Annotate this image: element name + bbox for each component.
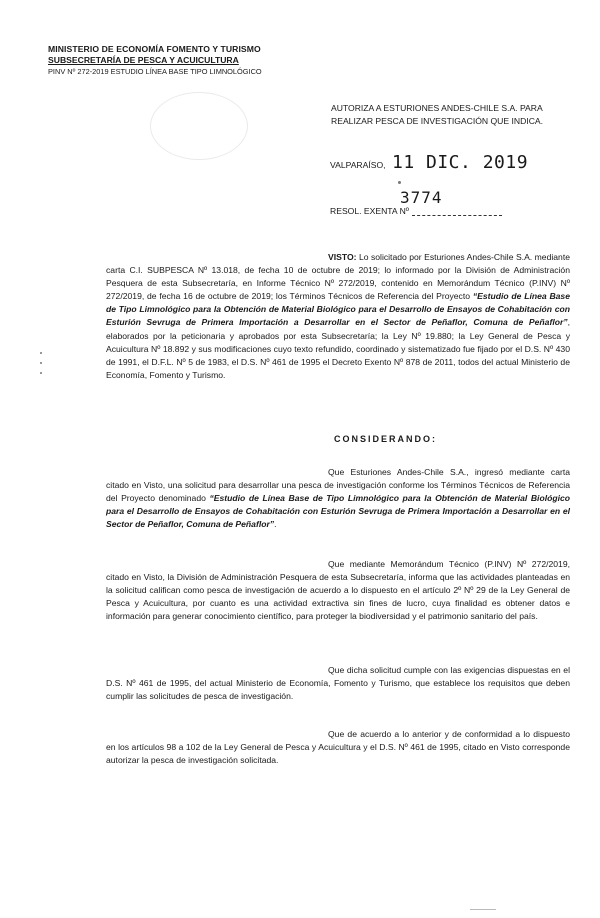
resolution-underline xyxy=(412,215,502,216)
considerando-1-end: . xyxy=(274,519,277,530)
visto-label: VISTO: xyxy=(328,252,357,262)
visto-text-1: Lo solicitado por Esturiones Andes-Chile S.A. mediante carta C.I. SUBPESCA Nº 13.018, de fecha 10 de octubre de 2019; lo informado por la División de Administración Pesquera de esta Subsecretaría, en Informe Técnico Nº 272/2019, contenido en Memorándum Técnico (P.INV) Nº 272/2019, de fecha 16 de octubre de 2019; los Términos Técnicos de Referencia del Proyecto xyxy=(106,252,570,302)
date-row xyxy=(330,153,570,177)
considerando-1-project-title: “Estudio de Línea Base de Tipo Limnológico para la Obtención de Material Biológico para el Desarrollo de Ensayos de Cohabitación con Esturión Sevruga de Primera Importación a Desarrollar en el Sector de Peñaflor, Comuna de Peñaflor” xyxy=(106,493,571,530)
ministry-name: MINISTERIO DE ECONOMÍA FOMENTO Y TURISMO xyxy=(48,44,261,54)
ink-dot xyxy=(398,181,401,184)
considerando-paragraph-4 xyxy=(106,728,570,767)
subject-line: AUTORIZA A ESTURIONES ANDES-CHILE S.A. PARA REALIZAR PESCA DE INVESTIGACIÓN QUE INDICA. xyxy=(331,103,544,126)
subsecretariat-name: SUBSECRETARÍA DE PESCA Y ACUICULTURA xyxy=(48,55,239,65)
date-stamp: 11 DIC. 2019 xyxy=(392,152,529,173)
resolution-number: 3774 xyxy=(400,188,443,207)
footer-mark xyxy=(470,909,496,910)
visto-paragraph xyxy=(106,251,570,382)
faded-seal xyxy=(150,92,248,160)
visto-text-2: , elaborados por la peticionaria y aprobados por esta Subsecretaría; la Ley Nº 19.880; la Ley General de Pesca y Acuicultura Nº 18.892 y sus modificaciones cuyo texto refundido, coordinado y sistematizado fue fijado por el D.S. Nº 430 de 1991, el D.F.L. Nº 5 de 1983, el D.S. Nº 461 de 1995 el Decreto Exento Nº 878 de 2011, todos del actual Ministerio de Economía, Fomento y Turismo. xyxy=(106,317,570,380)
considerando-heading: CONSIDERANDO: xyxy=(334,434,438,444)
date-city: VALPARAÍSO, xyxy=(330,160,386,170)
considerando-paragraph-1 xyxy=(106,466,570,531)
considerando-3-text: Que dicha solicitud cumple con las exigencias dispuestas en el D.S. Nº 461 de 1995, del actual Ministerio de Economía, Fomento y Turismo, que establece los requisitos que deben cumplir las solicitudes de pesca de investigación. xyxy=(106,665,570,702)
visto-project-title: “Estudio de Línea Base de Tipo Limnológico para la Obtención de Material Biológico para el Desarrollo de Ensayos de Cohabitación con Esturión Sevruga de Primera Importación a Desarrollar en el Sector de Peñaflor, Comuna de Peñaflor” xyxy=(106,291,570,328)
resolution-label: RESOL. EXENTA Nº xyxy=(330,206,409,216)
considerando-1-text: Que Esturiones Andes-Chile S.A., ingresó mediante carta citado en Visto, una solicitud para desarrollar una pesca de investigación conforme los Términos Técnicos de Referencia del Proyecto denominado xyxy=(106,467,570,504)
margin-mark xyxy=(40,362,42,364)
reference-line: PINV Nº 272-2019 ESTUDIO LÍNEA BASE TIPO LIMNOLÓGICO xyxy=(48,67,262,76)
letterhead xyxy=(48,44,308,77)
margin-mark xyxy=(40,372,42,374)
considerando-paragraph-2 xyxy=(106,558,570,623)
considerando-4-text: Que de acuerdo a lo anterior y de conformidad a lo dispuesto en los artículos 98 a 102 de la Ley General de Pesca y Acuicultura y el D.S. Nº 461 de 1995, citado en Visto corresponde autorizar la pesca de investigación solicitada. xyxy=(106,729,570,766)
margin-mark xyxy=(40,352,42,354)
considerando-paragraph-3 xyxy=(106,664,570,703)
considerando-2-text: Que mediante Memorándum Técnico (P.INV) Nº 272/2019, citado en Visto, la División de Administración Pesquera de esta Subsecretaría, informa que las actividades planteadas en la solicitud califican como pesca de investigación de acuerdo a lo dispuesto en el artículo 2º Nº 29 de la Ley General de Pesca y Acuicultura, por cuanto es una actividad extractiva sin fines de lucro, cuya finalidad es obtener datos e información para generar conocimiento científico, para proteger la biodiversidad y el patrimonio sanitario del país. xyxy=(106,559,570,622)
